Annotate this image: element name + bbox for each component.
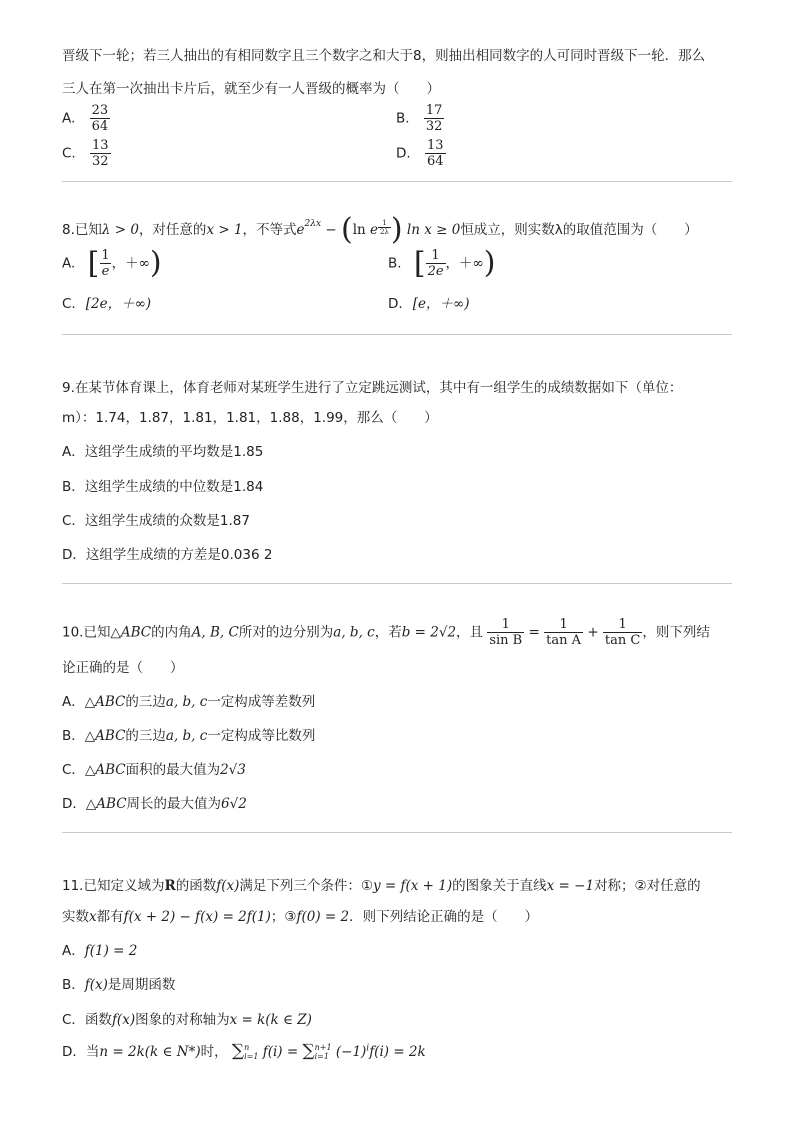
- q8-stem: 8.已知λ > 0，对任意的x > 1，不等式$e^{2\lambda x} - (\ln$ e $\frac{1}{2\lambda}$ ) ln x ≥ 0恒成立，则实数λ的取值范围为（ ）: [62, 212, 698, 247]
- q9-option-a: A．这组学生成绩的平均数是1.85: [62, 444, 264, 460]
- q9-option-c: C．这组学生成绩的众数是1.87: [62, 513, 250, 529]
- q8-option-b: B. [ $\frac{1}{2e}$ ，＋∞): [388, 245, 496, 281]
- q10-text-line2: 论正确的是（ ）: [62, 660, 184, 676]
- q11-text-line2: 实数x都有f(x + 2) − f(x) = 2f(1)；③f(0) = 2．则下列结论正确的是（ ）: [62, 909, 539, 925]
- q11-option-d: D．当n = 2k(k ∈ N*)时， ∑ n i=1 f(i) = ∑ n+1 i=1 $(-1)^if(i) = 2k$: [62, 1041, 426, 1061]
- q9-text-line1: 9.在某节体育课上，体育老师对某班学生进行了立定跳远测试，其中有一组学生的成绩数据如下（单位：: [62, 380, 683, 396]
- q9-option-b: B．这组学生成绩的中位数是1.84: [62, 479, 264, 495]
- divider: [62, 181, 732, 182]
- q7-option-c: C. $\frac{13}{32}$: [62, 138, 109, 169]
- q8-option-a: A. [ $\frac{1}{e}$ ，＋∞): [62, 245, 162, 281]
- divider: [62, 583, 732, 584]
- q10-option-b: B．△ABC的三边a, b, c一定构成等比数列: [62, 728, 316, 744]
- q10-option-d: D．△ABC周长的最大值为6√2: [62, 796, 247, 812]
- q9-option-d: D．这组学生成绩的方差是0.036 2: [62, 547, 273, 563]
- q9-text-line2: m）：1.74，1.87，1.81，1.81，1.88，1.99，那么（ ）: [62, 410, 438, 426]
- q11-text-line1: 11.已知定义域为R的函数f(x)满足下列三个条件：①y = f(x + 1)的图象关于直线x = −1对称；②对任意的: [62, 878, 701, 894]
- q10-stem: 10.已知△ABC的内角A, B, C所对的边分别为a, b, c，若b = 2√2，且 $\frac{1}{\text{sin B}}$ = $\frac{1}{\text{tan A}}$ + $\frac{1}{\text{tan C}}$ ，则下列结: [62, 617, 710, 648]
- divider: [62, 832, 732, 833]
- q7-option-b: B. $\frac{17}{32}$: [396, 103, 443, 134]
- q10-option-a: A．△ABC的三边a, b, c一定构成等差数列: [62, 694, 316, 710]
- q8-option-c: C. [2e，＋∞): [62, 296, 152, 312]
- q11-option-b: B．f(x)是周期函数: [62, 977, 176, 993]
- q7-text-line1: 晋级下一轮；若三人抽出的有相同数字且三个数字之和大于8，则抽出相同数字的人可同时晋级下一轮．那么: [62, 48, 706, 64]
- q7-option-a: A. $\frac{23}{64}$: [62, 103, 109, 134]
- q8-option-d: D. [e，＋∞): [388, 296, 470, 312]
- q7-option-d: D. $\frac{13}{64}$: [396, 138, 444, 169]
- q11-option-c: C．函数f(x)图象的对称轴为x = k(k ∈ Z): [62, 1012, 312, 1028]
- q10-option-c: C．△ABC面积的最大值为2√3: [62, 762, 246, 778]
- q7-text-line2: 三人在第一次抽出卡片后，就至少有一人晋级的概率为（ ）: [62, 81, 440, 97]
- divider: [62, 334, 732, 335]
- q11-option-a: A．f(1) = 2: [62, 943, 138, 959]
